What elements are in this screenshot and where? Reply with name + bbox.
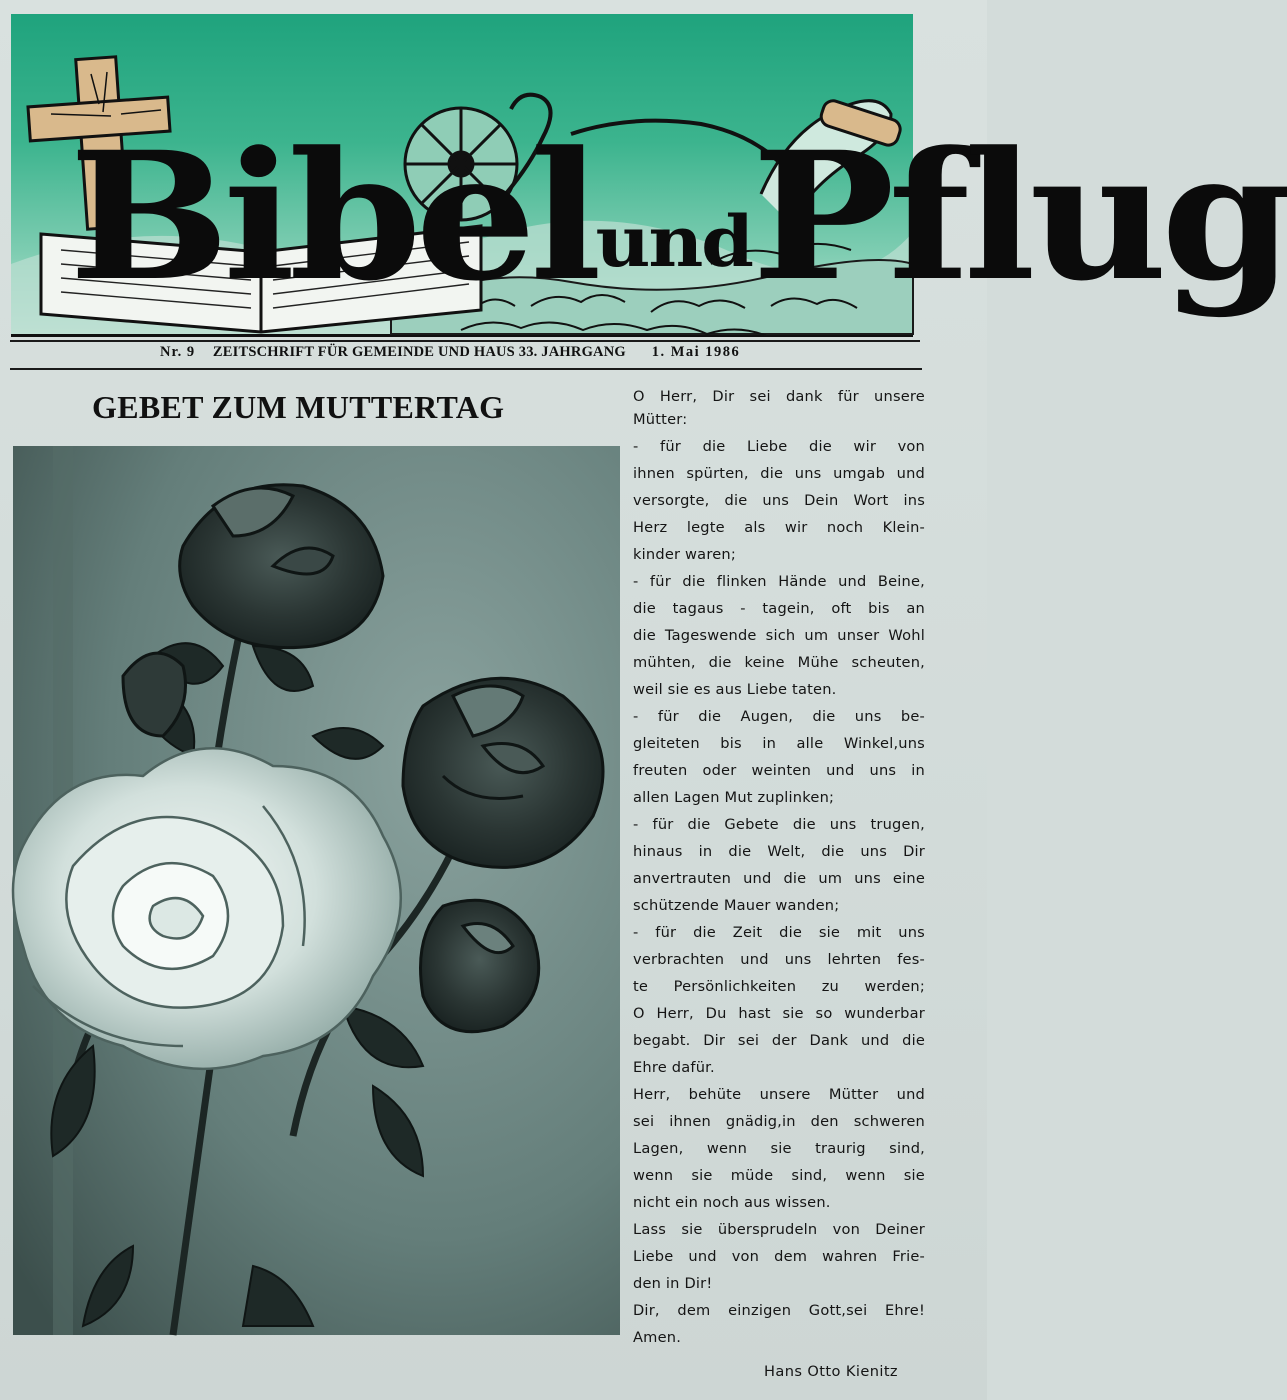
prayer-line: nicht ein noch aus wissen.	[633, 1194, 831, 1211]
prayer-line: allen Lagen Mut zuplinken;	[633, 789, 835, 806]
prayer-line: Lagen, wenn sie traurig sind,	[633, 1140, 925, 1157]
prayer-line: die tagaus - tagein, oft bis an	[633, 600, 925, 617]
prayer-line: verbrachten und uns lehrten fes-	[633, 951, 925, 968]
title-bibel: Bibel	[69, 113, 596, 320]
prayer-line: anvertrauten und die um uns eine	[633, 870, 925, 887]
prayer-line: sei ihnen gnädig,in den schweren	[633, 1113, 925, 1130]
prayer-line: te Persönlichkeiten zu werden;	[633, 978, 925, 995]
prayer-line: Amen.	[633, 1329, 682, 1346]
prayer-line: Liebe und von dem wahren Frie-	[633, 1248, 925, 1265]
title-pflug: Pflug	[751, 113, 1287, 320]
issue-rule-top	[10, 340, 920, 342]
prayer-line: hinaus in die Welt, die uns Dir	[633, 843, 925, 860]
roses-photo	[13, 446, 620, 1335]
prayer-line: Ehre dafür.	[633, 1059, 715, 1076]
issue-subtitle: ZEITSCHRIFT FÜR GEMEINDE UND HAUS 33. JAHRGANG	[212, 344, 626, 360]
article-headline: GEBET ZUM MUTTERTAG	[92, 389, 505, 425]
issue-number: Nr. 9	[160, 344, 196, 360]
title-und: und	[595, 200, 752, 283]
prayer-line: Herr, behüte unsere Mütter und	[633, 1086, 925, 1103]
prayer-line: den in Dir!	[633, 1275, 713, 1292]
issue-rule-bottom	[10, 368, 922, 370]
prayer-text	[633, 388, 925, 1351]
prayer-line: die Tageswende sich um unser Wohl	[633, 627, 925, 644]
prayer-line: gleiteten bis in alle Winkel,uns	[633, 735, 925, 752]
roses-illustration	[13, 446, 620, 1335]
prayer-line: Mütter:	[633, 411, 688, 428]
prayer-line: freuten oder weinten und uns in	[633, 762, 925, 779]
prayer-line: Dir, dem einzigen Gott,sei Ehre!	[633, 1302, 925, 1319]
prayer-line: - für die Liebe die wir von	[633, 438, 925, 455]
prayer-line: schützende Mauer wanden;	[633, 897, 840, 914]
prayer-line: - für die Augen, die uns be-	[633, 708, 925, 725]
prayer-line: ihnen spürten, die uns umgab und	[633, 465, 925, 482]
masthead-title	[69, 113, 1287, 320]
prayer-line: O Herr, Du hast sie so wunderbar	[633, 1005, 925, 1022]
prayer-line: begabt. Dir sei der Dank und die	[633, 1032, 925, 1049]
issue-line	[160, 344, 740, 366]
issue-date: 1. Mai 1986	[651, 344, 741, 360]
prayer-line: - für die flinken Hände und Beine,	[633, 573, 925, 590]
prayer-line: - für die Gebete die uns trugen,	[633, 816, 925, 833]
prayer-line: O Herr, Dir sei dank für unsere	[633, 388, 925, 405]
author-signature: Hans Otto Kienitz	[764, 1363, 898, 1380]
prayer-line: - für die Zeit die sie mit uns	[633, 924, 925, 941]
prayer-line: Herz legte als wir noch Klein-	[633, 519, 925, 536]
prayer-line: weil sie es aus Liebe taten.	[633, 681, 837, 698]
prayer-line: kinder waren;	[633, 546, 736, 563]
prayer-line: mühten, die keine Mühe scheuten,	[633, 654, 925, 671]
masthead	[11, 14, 1287, 337]
prayer-line: versorgte, die uns Dein Wort ins	[633, 492, 925, 509]
prayer-line: Lass sie übersprudeln von Deiner	[633, 1221, 925, 1238]
prayer-line: wenn sie müde sind, wenn sie	[633, 1167, 925, 1184]
